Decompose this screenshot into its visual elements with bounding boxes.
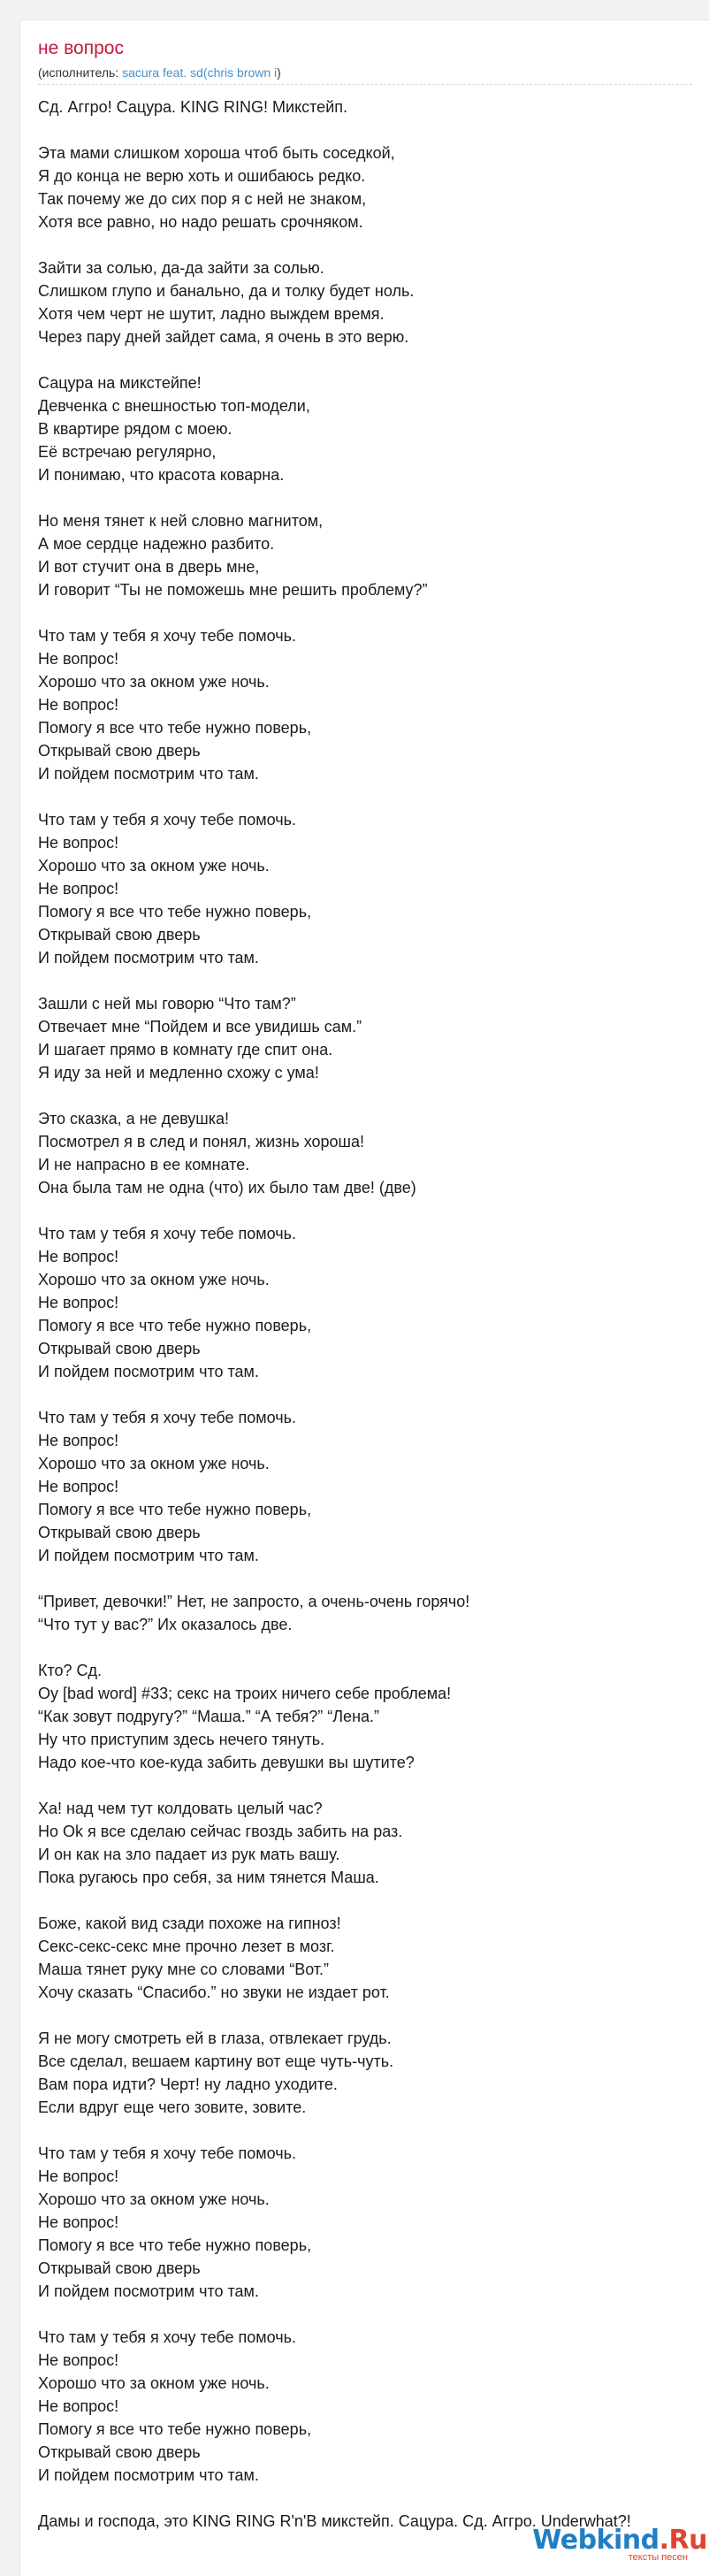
- lyrics-stanza: [38, 2142, 709, 2303]
- lyrics-line: Но меня тянет к ней словно магнитом,: [38, 512, 324, 530]
- title-divider: [38, 84, 692, 85]
- lyrics-line: Открывай свою дверь: [38, 742, 201, 760]
- lyrics-line: Не вопрос!: [38, 1294, 119, 1311]
- lyrics-line: Зашли с ней мы говорю “Что там?”: [38, 995, 296, 1013]
- logo-ru-text: .Ru: [659, 2525, 707, 2556]
- lyrics-stanza: [38, 2027, 709, 2119]
- lyrics-line: Хорошо что за окном уже ночь.: [38, 1271, 270, 1288]
- lyrics-line: Это сказка, а не девушка!: [38, 1110, 229, 1127]
- lyrics-line: Не вопрос!: [38, 2213, 119, 2231]
- lyrics-line: Помогу я все что тебе нужно поверь,: [38, 2420, 312, 2438]
- lyrics-stanza: [38, 992, 709, 1084]
- site-logo[interactable]: [532, 2525, 707, 2563]
- lyrics-line: И не напрасно в ее комнате.: [38, 1156, 250, 1173]
- lyrics-line: И понимаю, что красота коварна.: [38, 466, 285, 484]
- lyrics-line: Пока ругаюсь про себя, за ним тянется Маша.: [38, 1869, 379, 1886]
- lyrics-line: Открывай свою дверь: [38, 1340, 201, 1357]
- logo-tagline: тексты песен: [628, 2552, 688, 2563]
- lyrics-line: И пойдем посмотрим что там.: [38, 2282, 259, 2300]
- lyrics-line: “Что тут у вас?” Их оказалось две.: [38, 1616, 293, 1633]
- lyrics-line: Хорошо что за окном уже ночь.: [38, 857, 270, 875]
- lyrics-line: Что там у тебя я хочу тебе помочь.: [38, 2328, 297, 2346]
- lyrics-line: И шагает прямо в комнату где спит она.: [38, 1041, 333, 1059]
- logo-web-text: Webkind: [532, 2525, 659, 2556]
- lyrics-line: “Привет, девочки!” Нет, не запросто, а очень-очень горячо!: [38, 1593, 470, 1610]
- lyrics-line: Что там у тебя я хочу тебе помочь.: [38, 1409, 297, 1426]
- lyrics-line: Секс-секс-секс мне прочно лезет в мозг.: [38, 1938, 335, 1955]
- lyrics-line: Помогу я все что тебе нужно поверь,: [38, 903, 312, 921]
- lyrics-line: Хотя чем черт не шутит, ладно выждем время.: [38, 305, 385, 323]
- lyrics-stanza: [38, 96, 709, 118]
- lyrics-line: Посмотрел я в след и понял, жизнь хороша!: [38, 1133, 364, 1150]
- lyrics-line: Ха! над чем тут колдовать целый час?: [38, 1800, 323, 1817]
- lyrics-line: Через пару дней зайдет сама, я очень в это верю.: [38, 328, 409, 346]
- lyrics-line: Что там у тебя я хочу тебе помочь.: [38, 1225, 297, 1242]
- lyrics-line: Оу [bad word] #33; секс на троих ничего себе проблема!: [38, 1685, 452, 1702]
- lyrics-line: И пойдем посмотрим что там.: [38, 1547, 259, 1564]
- lyrics-line: Надо кое-что кое-куда забить девушки вы шутите?: [38, 1754, 415, 1771]
- lyrics-line: Хотя все равно, но надо решать срочняком.: [38, 213, 363, 231]
- lyrics-line: Так почему же до сих пор я с ней не знаком,: [38, 190, 367, 208]
- lyrics-line: В квартире рядом с моею.: [38, 420, 233, 438]
- lyrics-line: Не вопрос!: [38, 880, 119, 898]
- lyrics-line: Зайти за солью, да-да зайти за солью.: [38, 259, 324, 277]
- song-title: не вопрос: [38, 38, 124, 58]
- lyrics-line: Эта мами слишком хороша чтоб быть соседкой,: [38, 144, 395, 162]
- lyrics-line: Все сделал, вешаем картину вот еще чуть-чуть.: [38, 2052, 394, 2070]
- lyrics-line: Если вдруг еще чего зовите, зовите.: [38, 2098, 307, 2116]
- lyrics-stanza: [38, 509, 709, 601]
- lyrics-line: Что там у тебя я хочу тебе помочь.: [38, 627, 297, 645]
- lyrics-line: Она была там не одна (что) их было там две! (две): [38, 1179, 416, 1196]
- lyrics-line: Я не могу смотреть ей в глаза, отвлекает грудь.: [38, 2029, 392, 2047]
- lyrics-line: И пойдем посмотрим что там.: [38, 765, 259, 783]
- lyrics-line: Вам пора идти? Черт! ну ладно уходите.: [38, 2075, 338, 2093]
- lyrics-stanza: [38, 1797, 709, 1889]
- lyrics-line: И говорит “Ты не поможешь мне решить проблему?”: [38, 581, 428, 599]
- performer-link[interactable]: sacura feat. sd(chris brown i: [122, 65, 278, 80]
- lyrics-line: А мое сердце надежно разбито.: [38, 535, 275, 553]
- lyrics-line: Не вопрос!: [38, 2351, 119, 2369]
- lyrics-line: Не вопрос!: [38, 2397, 119, 2415]
- performer-line: [38, 65, 281, 80]
- lyrics-line: Помогу я все что тебе нужно поверь,: [38, 719, 312, 737]
- lyrics-line: Что там у тебя я хочу тебе помочь.: [38, 811, 297, 829]
- lyrics-line: Хорошо что за окном уже ночь.: [38, 2374, 270, 2392]
- lyrics-stanza: [38, 2326, 709, 2487]
- lyrics-line: Девченка с внешностью топ-модели,: [38, 397, 310, 415]
- lyrics-line: Я иду за ней и медленно схожу с ума!: [38, 1064, 319, 1082]
- lyrics-stanza: [38, 1107, 709, 1199]
- lyrics-text: [38, 96, 709, 2556]
- lyrics-line: Но Ok я все сделаю сейчас гвоздь забить на раз.: [38, 1823, 403, 1840]
- lyrics-line: Помогу я все что тебе нужно поверь,: [38, 1317, 312, 1334]
- performer-prefix: (исполнитель:: [38, 65, 123, 80]
- lyrics-stanza: [38, 1406, 709, 1567]
- lyrics-line: Открывай свою дверь: [38, 1524, 201, 1541]
- lyrics-stanza: [38, 1590, 709, 1636]
- lyrics-stanza: [38, 371, 709, 486]
- lyrics-line: “Как зовут подругу?” “Маша.” “А тебя?” “Лена.”: [38, 1708, 380, 1725]
- lyrics-line: Открывай свою дверь: [38, 926, 201, 944]
- lyrics-stanza: [38, 256, 709, 348]
- lyrics-line: И пойдем посмотрим что там.: [38, 1363, 259, 1380]
- lyrics-line: Боже, какой вид сзади похоже на гипноз!: [38, 1915, 341, 1932]
- lyrics-line: И пойдем посмотрим что там.: [38, 2466, 259, 2484]
- lyrics-line: Хочу сказать “Спасибо.” но звуки не издает рот.: [38, 1984, 390, 2001]
- lyrics-line: И пойдем посмотрим что там.: [38, 949, 259, 967]
- lyrics-line: Не вопрос!: [38, 2167, 119, 2185]
- lyrics-line: Открывай свою дверь: [38, 2259, 201, 2277]
- lyrics-line: Ну что приступим здесь нечего тянуть.: [38, 1731, 325, 1748]
- lyrics-line: Я до конца не верю хоть и ошибаюсь редко.: [38, 167, 366, 185]
- lyrics-line: Маша тянет руку мне со словами “Вот.”: [38, 1961, 330, 1978]
- lyrics-line: Помогу я все что тебе нужно поверь,: [38, 1501, 312, 1518]
- lyrics-line: Хорошо что за окном уже ночь.: [38, 673, 270, 691]
- lyrics-line: Не вопрос!: [38, 834, 119, 852]
- lyrics-line: Что там у тебя я хочу тебе помочь.: [38, 2144, 297, 2162]
- lyrics-line: Сацура на микстейпе!: [38, 374, 202, 392]
- lyrics-line: И он как на зло падает из рук мать вашу.: [38, 1846, 340, 1863]
- lyrics-line: Слишком глупо и банально, да и толку будет ноль.: [38, 282, 415, 300]
- logo-wordmark: [532, 2525, 707, 2556]
- lyrics-line: Отвечает мне “Пойдем и все увидишь сам.”: [38, 1018, 362, 1036]
- lyrics-stanza: [38, 808, 709, 969]
- lyrics-line: Её встречаю регулярно,: [38, 443, 217, 461]
- lyrics-line: Открывай свою дверь: [38, 2443, 201, 2461]
- lyrics-line: Хорошо что за окном уже ночь.: [38, 2190, 270, 2208]
- lyrics-line: Не вопрос!: [38, 696, 119, 714]
- lyrics-stanza: [38, 141, 709, 233]
- lyrics-line: Сд. Аггро! Сацура. KING RING! Микстейп.: [38, 98, 347, 116]
- performer-suffix: ): [277, 65, 281, 80]
- lyrics-line: Не вопрос!: [38, 650, 119, 668]
- lyrics-line: И вот стучит она в дверь мне,: [38, 558, 260, 576]
- lyrics-stanza: [38, 1659, 709, 1774]
- lyrics-line: Не вопрос!: [38, 1248, 119, 1265]
- lyrics-line: Дамы и господа, это KING RING R'n'B микстейп. Сацура. Сд. Аггро. Underwhat?!: [38, 2512, 631, 2530]
- lyrics-card: [19, 19, 709, 2576]
- lyrics-line: Хорошо что за окном уже ночь.: [38, 1455, 270, 1472]
- lyrics-line: Не вопрос!: [38, 1432, 119, 1449]
- lyrics-stanza: [38, 1222, 709, 1383]
- lyrics-stanza: [38, 624, 709, 785]
- lyrics-line: Помогу я все что тебе нужно поверь,: [38, 2236, 312, 2254]
- lyrics-stanza: [38, 1912, 709, 2004]
- lyrics-line: Кто? Сд.: [38, 1662, 103, 1679]
- lyrics-line: Не вопрос!: [38, 1478, 119, 1495]
